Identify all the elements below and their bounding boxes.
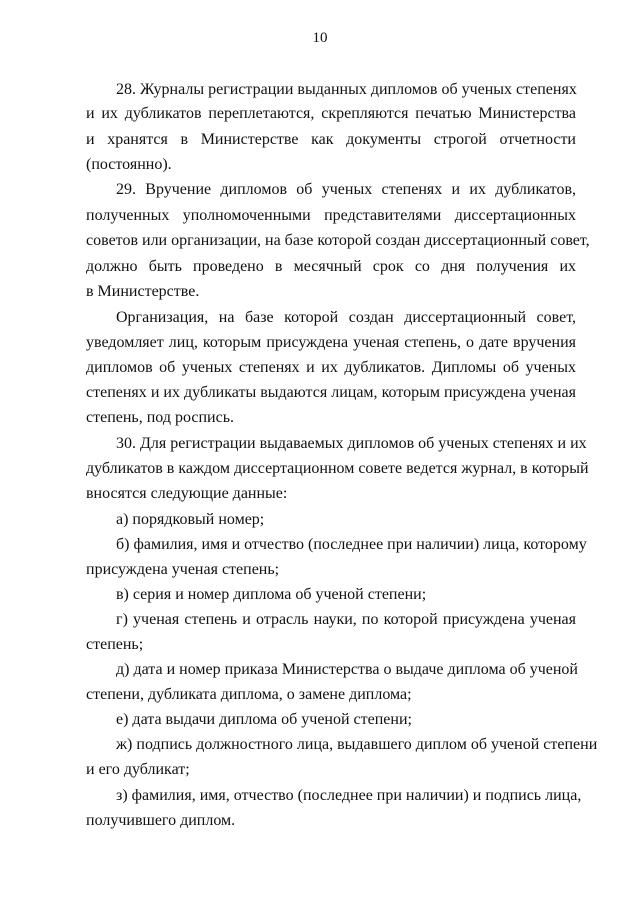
list-item: е) дата выдачи диплома об ученой степени;	[116, 711, 412, 728]
text-line: степенях и их дубликаты выдаются лицам, которым присуждена ученая	[86, 384, 576, 401]
text-line: степень;	[86, 636, 144, 653]
text-line: полученных уполномоченными представителями диссертационных	[86, 207, 576, 224]
list-item: в) серия и номер диплома об ученой степени;	[116, 586, 427, 603]
text-line: присуждена ученая степень;	[86, 561, 280, 578]
text-line: степени, дубликата диплома, о замене диплома;	[86, 686, 412, 703]
text-line: 29. Вручение дипломов об ученых степенях и их дубликатов,	[116, 181, 576, 198]
text-line: получившего диплом.	[86, 812, 236, 829]
list-item: д) дата и номер приказа Министерства о выдаче диплома об ученой	[116, 661, 578, 678]
list-item: б) фамилия, имя и отчество (последнее при наличии) лица, которому	[116, 536, 587, 553]
text-line: 30. Для регистрации выдаваемых дипломов об ученых степенях и их	[116, 435, 587, 452]
text-line: (постоянно).	[86, 156, 172, 173]
text-line: и их дубликатов переплетаются, скрепляются печатью Министерства	[86, 105, 576, 122]
text-line: Организация, на базе которой создан диссертационный совет,	[116, 309, 576, 326]
text-line: и хранятся в Министерстве как документы строгой отчетности	[86, 131, 576, 148]
text-line: 28. Журналы регистрации выданных дипломов об ученых степенях	[116, 81, 577, 98]
text-line: уведомляет лиц, которым присуждена ученая степень, о дате вручения	[86, 334, 576, 351]
text-line: и его дубликат;	[86, 761, 190, 778]
list-item: ж) подпись должностного лица, выдавшего диплом об ученой степени	[116, 736, 598, 753]
list-item: г) ученая степень и отрасль науки, по которой присуждена ученая	[116, 611, 576, 628]
text-line: советов или организации, на базе которой создан диссертационный совет,	[86, 232, 590, 249]
text-line: должно быть проведено в месячный срок со дня получения их	[86, 258, 576, 275]
list-item: з) фамилия, имя, отчество (последнее при наличии) и подпись лица,	[116, 787, 582, 804]
list-item: а) порядковый номер;	[116, 511, 265, 528]
text-line: в Министерстве.	[86, 283, 200, 300]
text-line: вносятся следующие данные:	[86, 485, 288, 502]
text-line: дипломов об ученых степенях и их дубликатов. Дипломы об ученых	[86, 359, 576, 376]
text-line: степень, под роспись.	[86, 409, 234, 426]
page-number: 10	[312, 30, 328, 46]
text-line: дубликатов в каждом диссертационном совете ведется журнал, в который	[86, 460, 589, 477]
